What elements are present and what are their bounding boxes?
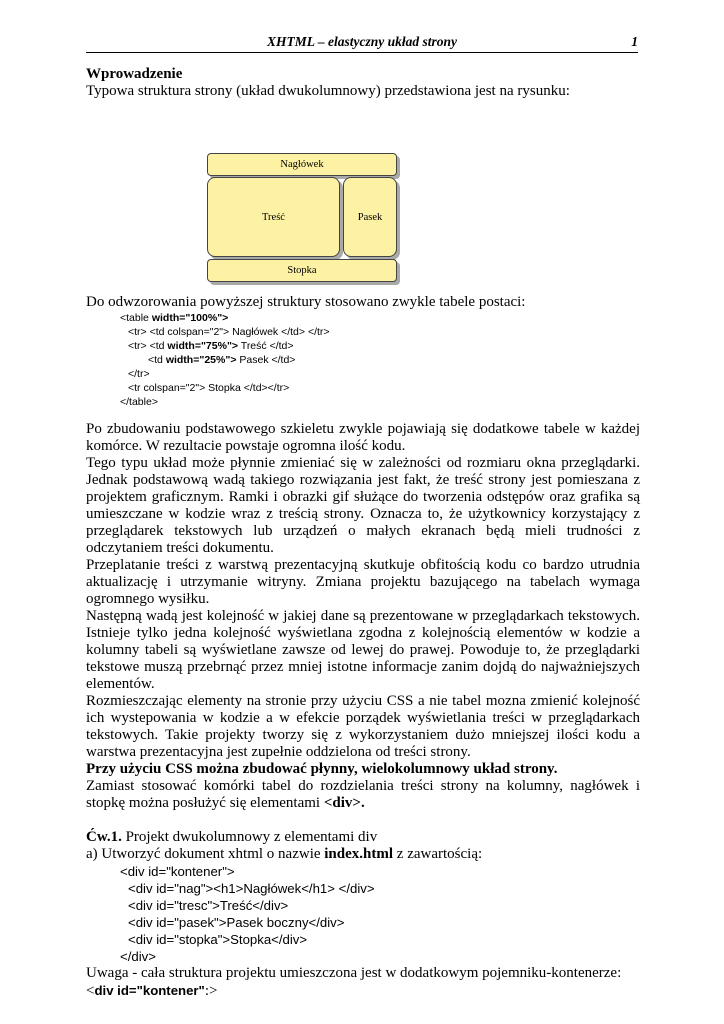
code-text: Pasek </td>	[236, 354, 296, 366]
diagram-header-box	[207, 153, 397, 176]
code-text: Treść </td>	[238, 340, 294, 352]
diagram-content-box	[207, 177, 340, 257]
header-title: XHTML – elastyczny układ strony	[266, 34, 457, 49]
code-line: </div>	[120, 949, 156, 964]
intro-text: Typowa struktura strony (układ dwukolumnowy) przedstawiona jest na rysunku:	[86, 83, 570, 99]
diagram-sidebar-label: Pasek	[357, 211, 383, 223]
exercise-title-text: Projekt dwukolumnowy z elementami div	[121, 829, 378, 845]
note: Uwaga - cała struktura projektu umieszczona jest w dodatkowym pojemniku-kontenerze:	[86, 965, 622, 981]
final-text: :>	[204, 983, 218, 999]
diagram-footer-label: Stopka	[287, 265, 317, 276]
code-text: <tr> <td	[128, 340, 168, 352]
page-content	[86, 66, 640, 1000]
code-line: <div id="stopka">Stopka</div>	[128, 932, 308, 947]
code-line: <div id="tresc">Treść</div>	[128, 898, 289, 913]
paragraph	[86, 778, 640, 812]
exercise-label: Ćw.1.	[86, 829, 122, 845]
layout-diagram	[86, 100, 640, 294]
code-line	[86, 353, 640, 367]
page-header	[86, 32, 638, 53]
bold-statement: Przy użyciu CSS można zbudować płynny, wielokolumnowy układ strony.	[86, 761, 558, 777]
code-line	[86, 339, 640, 353]
exercise-step	[86, 846, 640, 863]
exercise-code-block	[86, 863, 640, 965]
code-text-bold: width="100%">	[151, 312, 229, 324]
paragraph: Po zbudowaniu podstawowego szkieletu zwykle pojawiają się dodatkowe tabele w każdej komórce. W rezultacie powstaje ogromna ilość kodu.	[86, 421, 640, 454]
code-line: <div id="nag"><h1>Nagłówek</h1> </div>	[128, 881, 375, 896]
final-text: <	[86, 983, 95, 999]
paragraph: Rozmieszczając elementy na stronie przy użyciu CSS a nie tabel mozna zmienić kolejność ich wystepowania w kodzie a w efekcie porządek wyświetlania treści w przeglądarkach tekstowych. Takie projekty tworzy się z wykorzystaniem dużo mniejszej ilości kodu a warstwa prezentacyjna jest zupełnie oddzielona od treści strony.	[86, 693, 640, 760]
exercise-title	[86, 829, 640, 846]
step-text: a) Utworzyć dokument xhtml o nazwie	[86, 846, 325, 862]
paragraph: Przeplatanie treści z warstwą prezentacyjną skutkuje obfitością kodu co bardzo utrudnia aktualizację i utrzymanie witryny. Zmiana projektu bazującego na tabelach wymaga ogromnego wysiłku.	[86, 557, 640, 607]
code-line: <tr colspan="2"> Stopka </td></tr>	[128, 382, 290, 394]
paragraph: Tego typu układ może płynnie zmieniać się w zależności od rozmiaru okna przeglądarki. Jednak podstawową wadą takiego rozwiązania jest fakt, że treść strony jest pomieszana z projektem graficznym. Ramki i obrazki gif służące do tworzenia odstępów oraz grafika są umieszczane w kodzie wraz z treścią strony. Oznacza to, że użytkownicy korzystający z przeglądarek tekstowych lub urządzeń o małych ekranach będą mieli trudności z odczytaniem treści dokumentu.	[86, 455, 640, 556]
table-intro: Do odwzorowania powyższej struktury stosowano zwykle tabele postaci:	[86, 294, 526, 310]
code-text-bold: width="75%">	[167, 340, 239, 352]
diagram-footer-box	[207, 259, 397, 282]
paragraph: Następną wadą jest kolejność w jakiej dane są prezentowane w przeglądarkach tekstowych. Istnieje tylko jedna kolejność wyświetlana zgodna z kolejnością elementów w kodzie a kolumny tabeli są wyświetlane zawsze od lewej do prawej. Powoduje to, że przeglądarki tekstowe muszą przebrnąć przez mniej istotne informacje zanim dojdą do najważniejszych elementów.	[86, 608, 640, 692]
code-text: <table	[120, 312, 152, 324]
code-line	[86, 311, 640, 325]
code-line: </table>	[120, 396, 158, 408]
code-text-bold: width="25%">	[165, 354, 237, 366]
final-code-bold: div id="kontener"	[94, 983, 205, 998]
paragraph-text-bold: <div>.	[323, 795, 365, 811]
code-line: <div id="pasek">Pasek boczny</div>	[128, 915, 345, 930]
diagram-content-label: Treść	[262, 211, 285, 223]
page-number: 1	[631, 34, 638, 49]
table-code-block	[86, 311, 640, 409]
code-line: <div id="kontener">	[120, 864, 235, 879]
final-code	[86, 982, 640, 1000]
code-text: <td	[148, 354, 166, 366]
diagram-sidebar-box	[343, 177, 397, 257]
paragraph-text: Zamiast stosować komórki tabel do rozdzielania treści strony na kolumny, nagłówek i stopkę można posłużyć się elementami	[86, 778, 640, 811]
diagram-header-label: Nagłówek	[280, 159, 324, 170]
code-line: <tr> <td colspan="2"> Nagłówek </td> </tr>	[128, 326, 330, 338]
code-line: </tr>	[128, 368, 150, 380]
step-text: z zawartością:	[393, 846, 483, 862]
section-heading: Wprowadzenie	[86, 66, 183, 82]
file-name: index.html	[324, 846, 394, 862]
